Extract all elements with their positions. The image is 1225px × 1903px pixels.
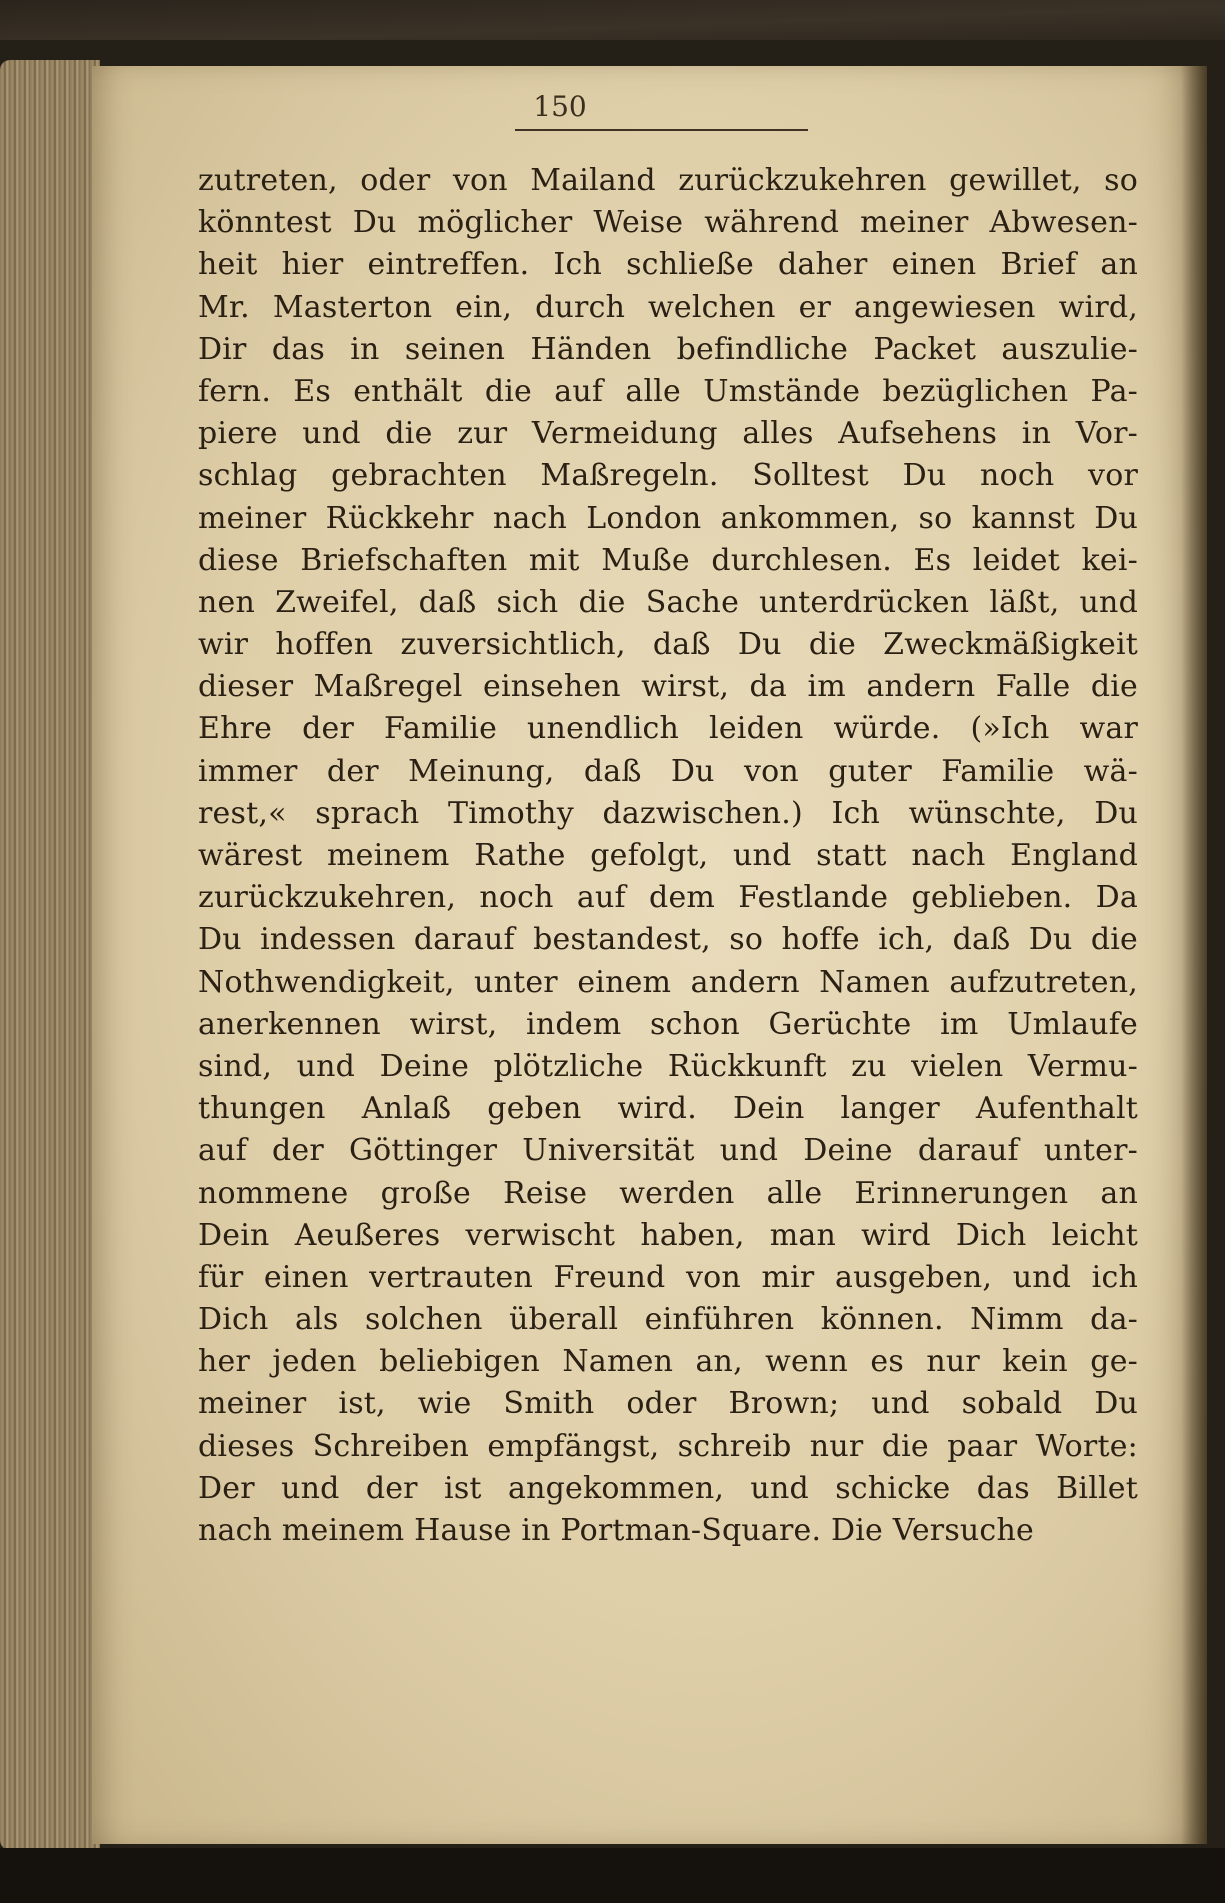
page-fore-edge	[0, 60, 100, 1850]
text-line: meiner ist, wie Smith oder Brown; und sobald Du	[198, 1386, 1138, 1422]
text-line: heit hier eintreffen. Ich schließe daher einen Brief an	[198, 247, 1138, 283]
text-line: schlag gebrachten Maßregeln. Solltest Du noch vor	[198, 458, 1138, 494]
text-line: zutreten, oder von Mailand zurückzukehren gewillet, so	[198, 163, 1138, 198]
text-line: Ehre der Familie unendlich leiden würde. (»Ich war	[198, 711, 1138, 747]
text-line: wärest meinem Rathe gefolgt, und statt nach England	[198, 838, 1138, 873]
text-line: immer der Meinung, daß Du von guter Familie wä-	[198, 753, 1138, 789]
text-line: nen Zweifel, daß sich die Sache unterdrücken läßt, und	[198, 584, 1138, 620]
text-line: rest,« sprach Timothy dazwischen.) Ich wünschte, Du	[198, 795, 1138, 831]
text-line: dieser Maßregel einsehen wirst, da im andern Falle die	[198, 669, 1138, 705]
body-text	[198, 160, 1138, 1552]
text-line: diese Briefschaften mit Muße durchlesen. Es leidet kei-	[198, 542, 1138, 578]
text-line: nach meinem Hause in Portman-Square. Die Versuche	[198, 1513, 1034, 1548]
text-line: zurückzukehren, noch auf dem Festlande geblieben. Da	[198, 880, 1138, 916]
text-line: nommene große Reise werden alle Erinnerungen an	[198, 1175, 1138, 1211]
text-line: fern. Es enthält die auf alle Umstände bezüglichen Pa-	[198, 373, 1138, 409]
page-number: 150	[533, 90, 587, 123]
header-rule	[515, 129, 808, 131]
text-line: dieses Schreiben empfängst, schreib nur die paar Worte:	[198, 1428, 1138, 1464]
text-line: Der und der ist angekommen, und schicke das Billet	[198, 1470, 1138, 1506]
text-line: für einen vertrauten Freund von mir ausgeben, und ich	[198, 1259, 1138, 1295]
text-line: Du indessen darauf bestandest, so hoffe ich, daß Du die	[198, 922, 1138, 958]
text-line: Dein Aeußeres verwischt haben, man wird Dich leicht	[198, 1217, 1138, 1253]
text-line: Dich als solchen überall einführen können. Nimm da-	[198, 1302, 1138, 1338]
text-line: Nothwendigkeit, unter einem andern Namen aufzutreten,	[198, 964, 1138, 1000]
text-line: auf der Göttinger Universität und Deine darauf unter-	[198, 1133, 1138, 1169]
text-line: Dir das in seinen Händen befindliche Packet auszulie-	[198, 331, 1138, 367]
text-line: thungen Anlaß geben wird. Dein langer Aufenthalt	[198, 1091, 1138, 1127]
text-line: könntest Du möglicher Weise während meiner Abwesen-	[198, 205, 1138, 241]
text-line: anerkennen wirst, indem schon Gerüchte im Umlaufe	[198, 1006, 1138, 1042]
text-line: sind, und Deine plötzliche Rückkunft zu vielen Vermu-	[198, 1048, 1138, 1084]
text-line: meiner Rückkehr nach London ankommen, so kannst Du	[198, 500, 1138, 536]
page-gutter	[1181, 66, 1207, 1844]
text-line: wir hoffen zuversichtlich, daß Du die Zweckmäßigkeit	[198, 627, 1138, 663]
book-bottom-edge	[0, 1848, 1225, 1903]
text-line: piere und die zur Vermeidung alles Aufsehens in Vor-	[198, 416, 1138, 452]
text-line: her jeden beliebigen Namen an, wenn es nur kein ge-	[198, 1344, 1138, 1380]
text-line: Mr. Masterton ein, durch welchen er angewiesen wird,	[198, 289, 1138, 325]
